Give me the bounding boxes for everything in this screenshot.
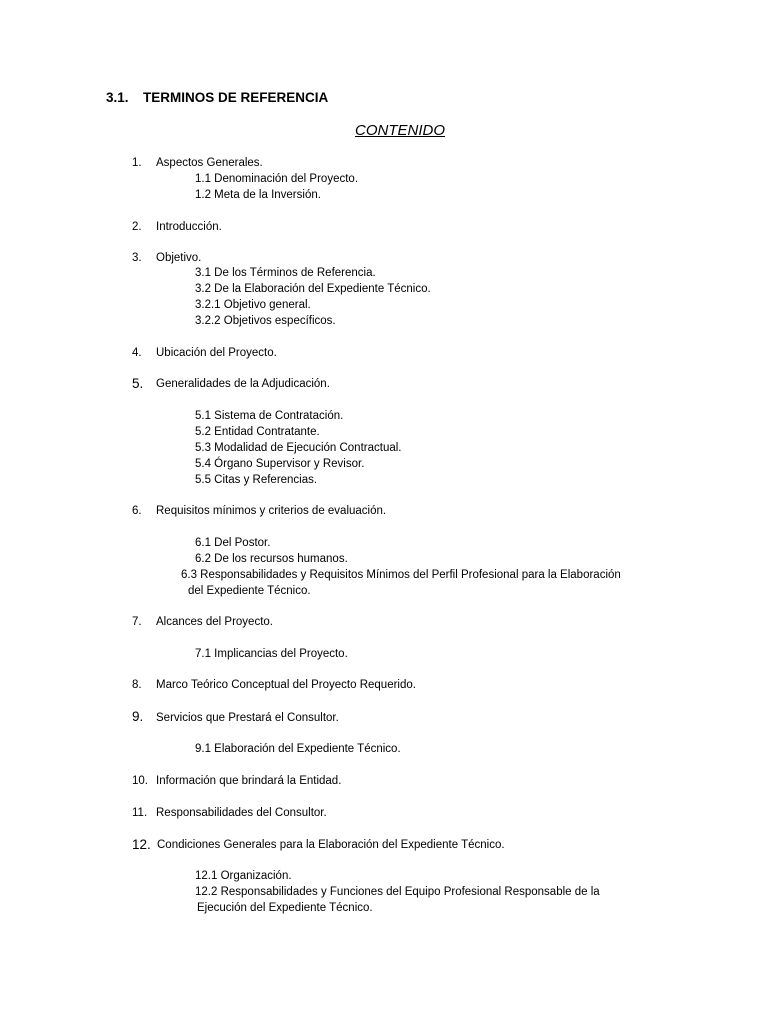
contenido-title: CONTENIDO [355,122,445,139]
toc-subitem: 3.2.1 Objetivo general. [195,299,311,311]
toc-number: 9. [132,709,144,724]
toc-subitem: 1.1 Denominación del Proyecto. [195,173,359,185]
section-number: 3.1. [106,90,129,105]
toc-item: Responsabilidades del Consultor. [156,807,327,819]
toc-number: 2. [132,221,142,233]
toc-number: 11. [132,807,148,819]
toc-subitem: 3.1 De los Términos de Referencia. [195,267,376,279]
toc-subitem: 5.3 Modalidad de Ejecución Contractual. [195,442,402,454]
toc-item: Información que brindará la Entidad. [156,775,342,787]
toc-number: 6. [132,505,142,517]
toc-subitem: 6.2 De los recursos humanos. [195,553,348,565]
toc-item: Condiciones Generales para la Elaboración del Expediente Técnico. [157,839,505,851]
toc-number: 7. [132,616,142,628]
toc-item: Ubicación del Proyecto. [156,347,277,359]
toc-subitem: 7.1 Implicancias del Proyecto. [195,648,348,660]
toc-subitem-cont: del Expediente Técnico. [188,585,311,597]
toc-subitem: 6.3 Responsabilidades y Requisitos Mínimos del Perfil Profesional para la Elaboración [181,569,621,581]
toc-number: 12. [132,837,151,852]
section-title: TERMINOS DE REFERENCIA [143,90,329,105]
toc-subitem: 3.2 De la Elaboración del Expediente Técnico. [195,283,431,295]
toc-number: 8. [132,679,142,691]
toc-subitem: 5.1 Sistema de Contratación. [195,410,344,422]
toc-subitem: 5.5 Citas y Referencias. [195,474,318,486]
toc-number: 1. [132,157,142,169]
toc-item: Servicios que Prestará el Consultor. [156,712,339,724]
toc-item: Aspectos Generales. [156,157,263,169]
toc-subitem: 12.2 Responsabilidades y Funciones del Equipo Profesional Responsable de la [195,886,600,898]
toc-subitem: 12.1 Organización. [195,870,292,882]
toc-subitem: 5.4 Órgano Supervisor y Revisor. [195,458,365,470]
toc-item: Generalidades de la Adjudicación. [156,378,330,390]
toc-item: Requisitos mínimos y criterios de evaluación. [156,505,387,517]
toc-subitem: 9.1 Elaboración del Expediente Técnico. [195,743,401,755]
toc-subitem: 3.2.2 Objetivos específicos. [195,315,336,327]
toc-subitem: 1.2 Meta de la Inversión. [195,189,321,201]
toc-subitem-cont: Ejecución del Expediente Técnico. [197,902,373,914]
toc-subitem: 5.2 Entidad Contratante. [195,426,320,438]
toc-item: Marco Teórico Conceptual del Proyecto Requerido. [156,679,416,691]
toc-item: Alcances del Proyecto. [156,616,273,628]
toc-number: 4. [132,347,142,359]
toc-subitem: 6.1 Del Postor. [195,537,271,549]
toc-number: 3. [132,252,142,264]
toc-item: Objetivo. [156,252,202,264]
toc-number: 5. [132,376,144,391]
toc-item: Introducción. [156,221,222,233]
toc-number: 10. [132,775,148,787]
